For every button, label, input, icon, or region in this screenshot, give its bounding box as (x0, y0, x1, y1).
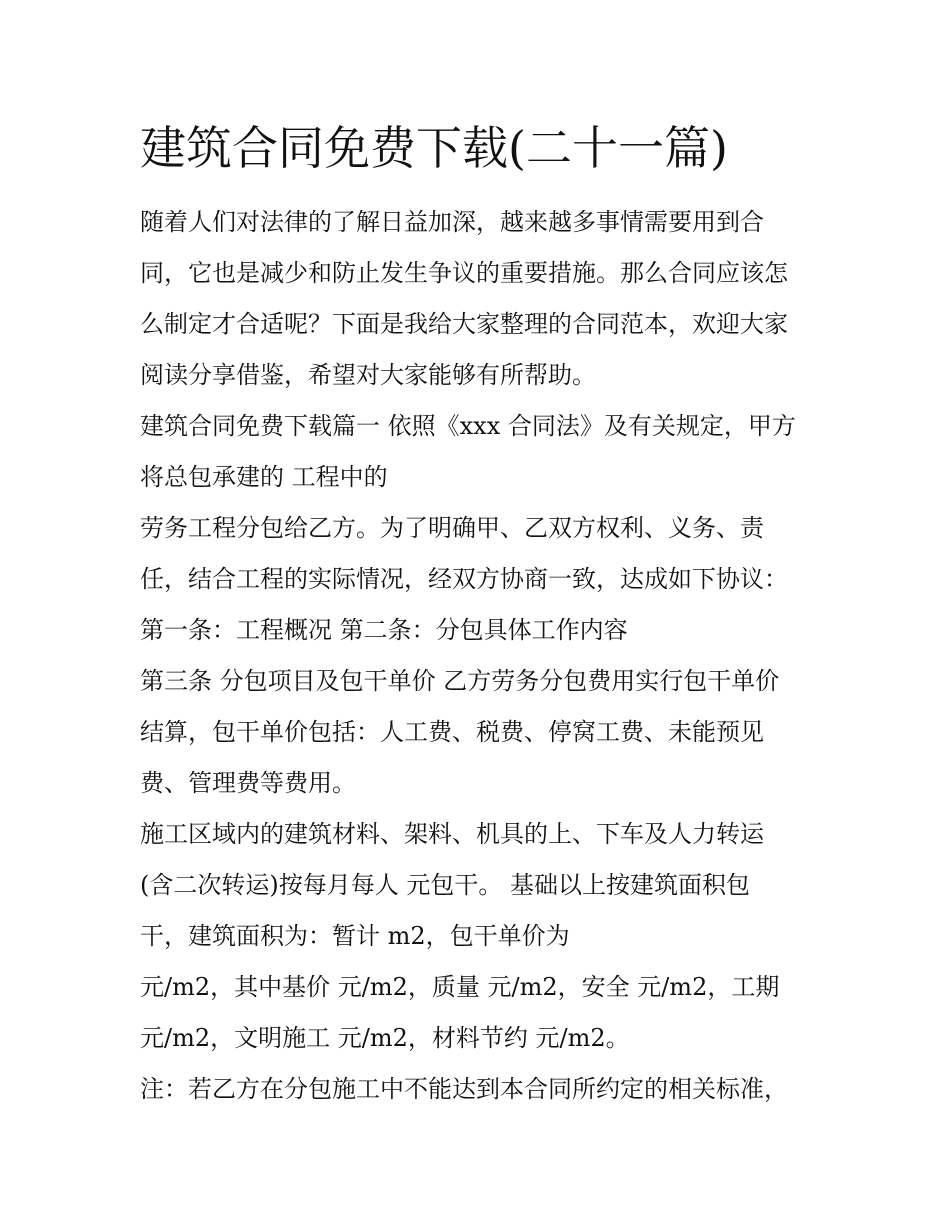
text-line-8: 任，结合工程的实际情况，经双方协商一致，达成如下协议： (140, 565, 788, 593)
text-line-2: 同，它也是减少和防止发生争议的重要措施。那么合同应该怎 (140, 259, 788, 287)
text-line-11: 结算，包干单价包括：人工费、税费、停窝工费、未能预见 (140, 718, 764, 746)
text-line-12: 费、管理费等费用。 (140, 769, 356, 797)
text-line-17: 元/m2，文明施工 元/m2，材料节约 元/m2。 (140, 1024, 630, 1052)
text-line-10: 第三条 分包项目及包干单价 乙方劳务分包费用实行包干单价 (140, 667, 780, 695)
text-line-5: 建筑合同免费下载篇一 依照《xxx 合同法》及有关规定，甲方 (140, 412, 796, 440)
text-line-9: 第一条：工程概况 第二条：分包具体工作内容 (140, 616, 628, 644)
text-line-15: 干，建筑面积为：暂计 m2，包干单价为 (140, 922, 570, 950)
text-line-13: 施工区域内的建筑材料、架料、机具的上、下车及人力转运 (140, 820, 764, 848)
text-line-4: 阅读分享借鉴，希望对大家能够有所帮助。 (140, 361, 596, 389)
text-line-3: 么制定才合适呢？下面是我给大家整理的合同范本，欢迎大家 (140, 310, 788, 338)
text-line-14: (含二次转运)按每月每人 元包干。 基础以上按建筑面积包 (140, 871, 750, 899)
document-title: 建筑合同免费下载(二十一篇) (140, 121, 728, 175)
text-line-7: 劳务工程分包给乙方。为了明确甲、乙双方权利、义务、责 (140, 514, 764, 542)
text-line-16: 元/m2，其中基价 元/m2，质量 元/m2，安全 元/m2，工期 (140, 973, 780, 1001)
text-line-1: 随着人们对法律的了解日益加深，越来越多事情需要用到合 (140, 208, 764, 236)
text-line-6: 将总包承建的 工程中的 (140, 463, 388, 491)
text-line-18: 注：若乙方在分包施工中不能达到本合同所约定的相关标准， (140, 1075, 788, 1103)
